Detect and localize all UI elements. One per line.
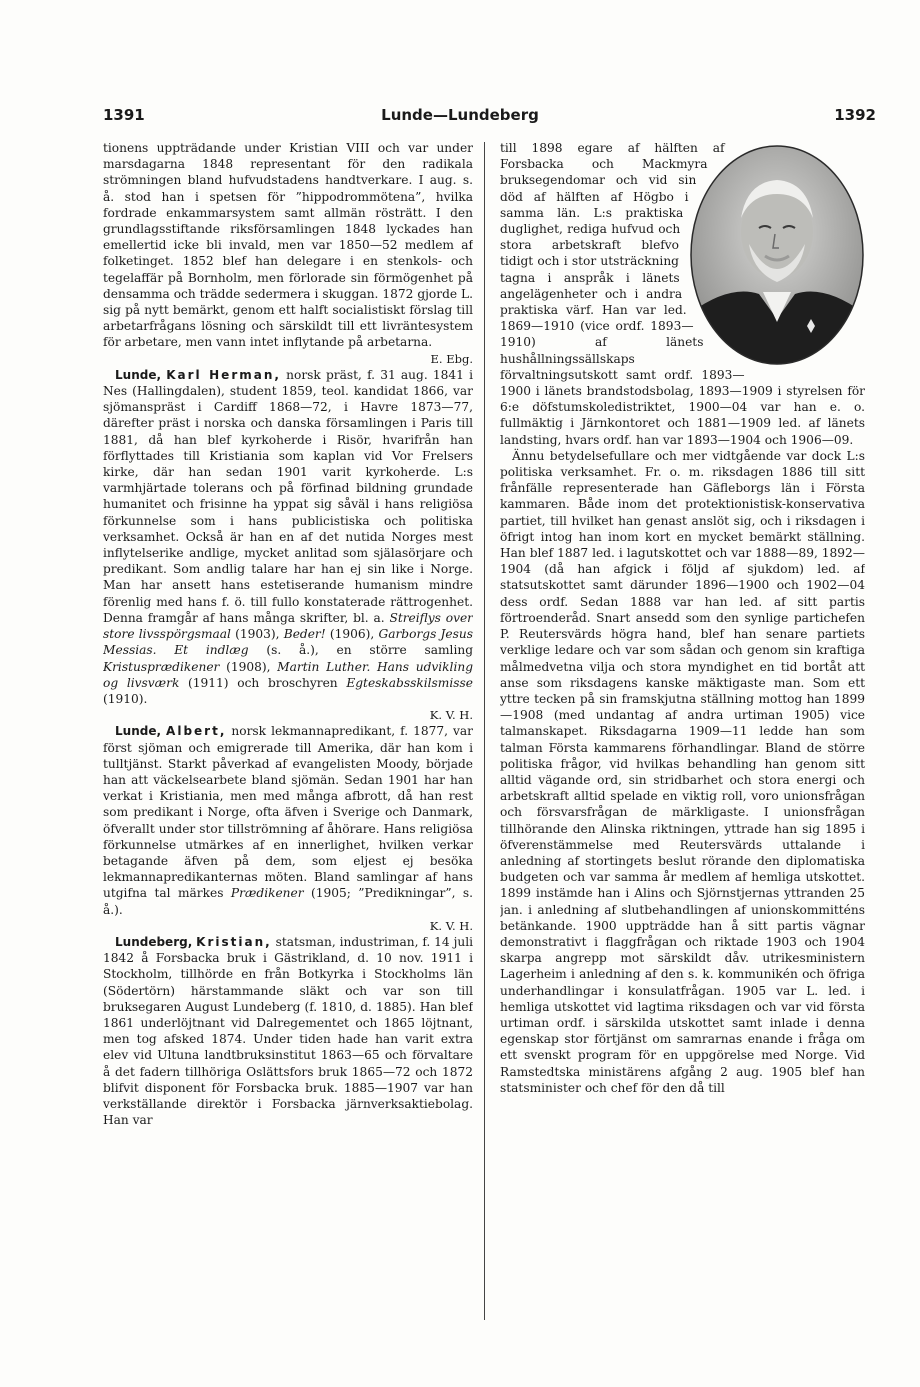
entry-text: statsman, industriman, f. 14 juli 1842 å Forsbacka bruk i Gästrikland, d. 10 nov. 1911 i Stockholm, tillhörde en från Botkyrka i Stockholms län (Södertörn) härstammande släkt och var son till bruksegaren August Lundeberg (f. 1810, d. 1885). Han blef 1861 underlöjtnant vid Dalregementet och 1865 löjtnant, men tog afsked 1874. Under tiden hade han varit extra elev vid Ultuna landtbruksinstitut 1863—65 och förvaltare å det fadern tillhöriga Oslättsfors bruk 1865—72 och 1872 blifvit disponent för Forsbacka bruk. 1885—1907 var han verkställande direktör i Forsbacka järnverksaktiebolag. Han var <box>103 934 473 1128</box>
right-column <box>500 140 865 1320</box>
work-title: Prædikener <box>230 886 304 901</box>
entry-text: (1911) och broschyren <box>188 675 338 690</box>
column-divider <box>484 142 485 1320</box>
entry-text: till 1898 egare af hälften af Forsbacka och Mackmyra bruksegendomar och vid sin död af hälften af Högbo i samma län. L:s praktiska duglighet, rediga hufvud och stora arbetskraft blefvo tidigt och i stor utsträckning tagna i anspråk i länets angelägenheter och i andra praktiska värf. Han var led. 1869—1910 (vice ordf. 1893—1910) af länets hushållningssällskaps förvaltningsutskott samt ordf. 1893—1900 i länets brandstodsbolag, 1893—1909 i styrelsen för 6:e döfstumskoledistriktet, 1900—04 var han e. o. fullmäktig i Järnkontoret och 1881—1909 led. af länets landsting, hvars ordf. han var 1893—1904 och 1906—09. <box>500 141 865 447</box>
work-title: Beder! <box>283 627 326 642</box>
paragraph-political-career <box>500 448 865 1096</box>
entry-headword: Lundeberg, <box>115 934 193 949</box>
entry-text: Ännu betydelsefullare och mer vidtgående var dock L:s politiska verksamhet. Fr. o. m. riksdagen 1886 till sitt frånfälle representerade han Gäfleborgs län i Första kammaren. Både inom det protektionistisk-konservativa partiet, till hvilket han genast anslöt sig, och i riksdagen i öfrigt intog han inom kort en mycket bemärkt ställning. Han blef 1887 led. i lagutskottet och var 1888—89, 1892—1904 (då han afgick i följd af sjukdom) led. af statsutskottet samt därunder 1896—1900 och 1902—04 dess ordf. Sedan 1888 var han led. af sitt partis förtroenderåd. Snart ansedd som den synlige partichefen P. Reutersvärds högra hand, blef han senare partiets verklige ledare och var som sådan och genom sin kraftiga målmedvetna vilja och stora myndighet en tid bortåt att anse som riksdagens kanske mäktigaste man. Som ett yttre tecken på sin framskjutna ställning mottog han 1899—1908 (med undantag af andra urtiman 1905) vice talmanskapet. Riksdagarna 1909—11 ledde han som talman Första kammarens förhandlingar. Bland de större politiska frågor, vid hvilkas behandling han genom sitt alltid vägande ord, sin stridbarhet och stora energi och arbetskraft alltid spelade en viktig roll, voro unionsfrågan och försvarsfrågan de märkligaste. I unionsfrågan tillhörande den Alinska riktningen, yttrade han sig 1895 i öfverenstämmelse med Reutersvärds uttalande i anledning af stortingets beslut rörande den diplomatiska budgeten och var samma år medlem af hemliga utskottet. 1899 instämde han i Alins och Sjörnstjernas yttranden 25 jan. i anledning af slutbehandlingen af unionskommitténs betänkande. 1900 uppträdde han å sitt partis vägnar demonstrativt i flaggfrågan och riktade 1903 och 1904 skarpa angrepp mot särskildt dåv. utrikesministern Lagerheim i anledning af den s. k. kommunikén och öfriga underhandlingar i konsulatfrågan. 1905 var L. led. i hemliga utskottet vid lagtima riksdagen och var vid första urtiman ordf. i särskilda utskottet samt inlade i denna egenskap stor förtjänst om samrarnas enande i fråga om ett svenskt program för en uppgörelse med Norge. Vid Ramstedtska ministärens afgång 2 aug. 1905 blef han statsminister och chef för den då till <box>500 448 865 1095</box>
left-column <box>103 140 473 1320</box>
entry-text: norsk präst, f. 31 aug. 1841 i Nes (Hallingdalen), student 1859, teol. kandidat 1866, var sjömanspräst i Cardiff 1868—72, i Havre 1873—77, därefter präst i norska och danska församlingen i Paris till 1881, då han blef kyrkoherde i Risör, hvarifrån han förflyttades till Kristiania som kaplan vid Vor Frelsers kirke, där han sedan 1901 varit kyrkoherde. L:s varmhjärtade tolerans och på förfinad bildning grundade humanitet och frisinne ha yppat sig såväl i hans religiösa förkunnelse som i hans publicistiska och politiska verksamhet. Också är han en af det nutida Norges mest inflytelserike andlige, mycket anlitad som själasörjare och predikant. Som andlig talare har han ej sin like i Norge. Man har ansett hans estetiserande humanism mindre förenlig med hans f. ö. till fullo konstaterade rättrogenhet. Denna framgår af hans många skrifter, bl. a. <box>103 367 473 625</box>
entry-given-name: Karl Herman, <box>166 367 281 382</box>
entry-lunde-albert <box>103 723 473 934</box>
entry-given-name: Kristian, <box>196 934 272 949</box>
entry-text: (1903), <box>235 627 280 642</box>
entry-given-name: Albert, <box>166 724 227 739</box>
running-head: Lunde—Lundeberg <box>381 106 539 124</box>
entry-continuation <box>103 140 473 367</box>
entry-headword: Lunde, <box>115 724 162 739</box>
work-title: Streiflys over store livsspörgsmaal <box>103 610 473 642</box>
entry-text: (1905; ”Predikningar”, s. å.). <box>103 886 473 917</box>
entry-text: (1910). <box>103 691 148 706</box>
work-title: Garborgs Jesus Messias. Et indlæg <box>103 627 473 658</box>
entry-text: (s. å.), en större samling <box>266 643 473 658</box>
author-signature: K. V. H. <box>429 918 473 933</box>
entry-text: (1908), <box>226 659 271 674</box>
entry-lunde-karl-herman <box>103 367 473 723</box>
entry-text: tionens uppträdande under Kristian VIII och var under marsdagarna 1848 representant för den radikala strömningen bland hufvudstadens handtverkare. I aug. s. å. stod han i spetsen för ”hippodrommötena”, hvilka fordrade enkammarsystem samt allmän rösträtt. I den grundlagsstiftande riksförsamlingen 1848 lyckades han emellertid icke bli invald, men var 1850—52 medlem af folketinget. 1852 blef han delegare i en stenkols- och tegelaffär på Bornholm, men förlorade sin förmögenhet på densamma och trädde sedermera i skuggan. 1872 gjorde L. sig på nytt bemärkt, genom ett halft socialistiskt förslag till arbetarfrågans lösning och särskildt till ett livräntesystem för arbetare, men vann intet inflytande på arbetarna. <box>103 141 473 350</box>
page-number-right: 1392 <box>834 106 876 124</box>
page-number-left: 1391 <box>103 106 145 124</box>
work-title: Egteskabsskilsmisse <box>346 675 473 690</box>
entry-text: norsk lekmannapredikant, f. 1877, var först sjöman och emigrerade till Amerika, där han kom i tulltjänst. Starkt påverkad af evangelisten Moody, började han att väckelsearbete bland sjömän. Sedan 1901 har han verkat i Kristiania, men med många afbrott, då han rest som predikant i Norge, ofta äfven i Sverige och Danmark, öfverallt under stor tillströmning af åhörare. Hans religiösa förkunnelse utmärkes af en innerlighet, hvilken verkar betagande äfven på dem, som eljest ej besöka lekmannapredikanternas möten. Bland samlingar af hans utgifna tal märkes <box>103 724 473 901</box>
portrait-photo <box>689 144 865 366</box>
work-title: Kristusprædikener <box>103 659 220 674</box>
portrait-image <box>689 144 865 366</box>
entry-lundeberg-kristian <box>103 934 473 1128</box>
work-title: Martin Luther. Hans udvikling og livsværk <box>103 659 473 690</box>
author-signature: E. Ebg. <box>430 351 473 366</box>
entry-text: (1906), <box>329 627 375 642</box>
author-signature: K. V. H. <box>429 708 473 723</box>
entry-headword: Lunde, <box>115 367 162 382</box>
